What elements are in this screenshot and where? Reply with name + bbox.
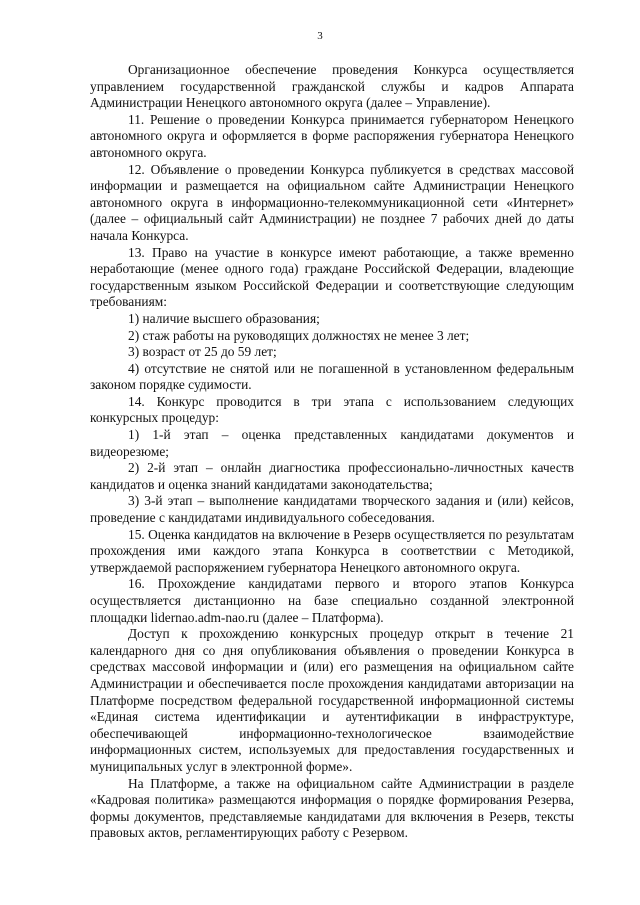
page-number: 3	[317, 30, 323, 42]
paragraph-15: 15. Оценка кандидатов на включение в Резерв осуществляется по результатам прохождения ими каждого этапа Конкурса в соответствии с Методикой, утверждаемой распоряжением губернатора Ненецкого автономного округа.	[90, 526, 574, 575]
list-item-stage-2: 2) 2-й этап – онлайн диагностика профессионально-личностных качеств кандидатов и оценка знаний кандидатами законодательства;	[90, 460, 574, 492]
list-item-requirement-2: 2) стаж работы на руководящих должностях не менее 3 лет;	[128, 327, 470, 343]
paragraph-organizational-support: Организационное обеспечение проведения Конкурса осуществляется управлением государственной гражданской службы и кадров Аппарата Администрации Ненецкого автономного округа (далее – Управление).	[90, 62, 574, 111]
paragraph-14: 14. Конкурс проводится в три этапа с использованием следующих конкурсных процедур:	[90, 393, 574, 426]
paragraph-12: 12. Объявление о проведении Конкурса публикуется в средствах массовой информации и размещается на официальном сайте Администрации Ненецкого автономного округа в информационно-телекоммуникационной сети «Интернет» (далее – официальный сайт Администрации) не позднее 7 рабочих дней до даты начала Конкурса.	[90, 161, 574, 243]
list-item-requirement-3: 3) возраст от 25 до 59 лет;	[128, 344, 277, 360]
list-item-requirement-4: 4) отсутствие не снятой или не погашенной в установленном федеральным законом порядке судимости.	[90, 360, 574, 393]
list-item-requirement-1: 1) наличие высшего образования;	[128, 310, 320, 326]
paragraph-13: 13. Право на участие в конкурсе имеют работающие, а также временно неработающие (менее одного года) граждане Российской Федерации, владеющие государственным языком Российской Федерации и соответствующие следующим требованиям:	[90, 244, 574, 310]
paragraph-platform-info: На Платформе, а также на официальном сайте Администрации в разделе «Кадровая политика» размещаются информация о порядке формирования Резерва, формы документов, представляемые кандидатами для включения в Резерв, тексты правовых актов, регламентирующих работу с Резервом.	[90, 775, 574, 841]
list-item-stage-1: 1) 1-й этап – оценка представленных кандидатами документов и видеорезюме;	[90, 427, 574, 459]
document-body	[90, 62, 574, 842]
paragraph-16: 16. Прохождение кандидатами первого и второго этапов Конкурса осуществляется дистанционно на базе специально созданной электронной площадки lidernao.adm-nao.ru (далее – Платформа).	[90, 576, 574, 625]
paragraph-access: Доступ к прохождению конкурсных процедур открыт в течение 21 календарного дня со дня опубликования объявления о проведении Конкурса в средствах массовой информации и (или) его размещения на официальном сайте Администрации и обеспечивается после прохождения кандидатами авторизации на Платформе посредством федеральной государственной информационной системы «Единая система идентификации и аутентификации в инфраструктуре, обеспечивающей информационно-технологическое взаимодействие информационных систем, используемых для предоставления государственных и муниципальных услуг в электронной форме».	[90, 626, 574, 774]
paragraph-11: 11. Решение о проведении Конкурса принимается губернатором Ненецкого автономного округа и оформляется в форме распоряжения губернатора Ненецкого автономного округа.	[90, 111, 574, 160]
list-item-stage-3: 3) 3-й этап – выполнение кандидатами творческого задания и (или) кейсов, проведение с кандидатами индивидуального собеседования.	[90, 493, 574, 526]
